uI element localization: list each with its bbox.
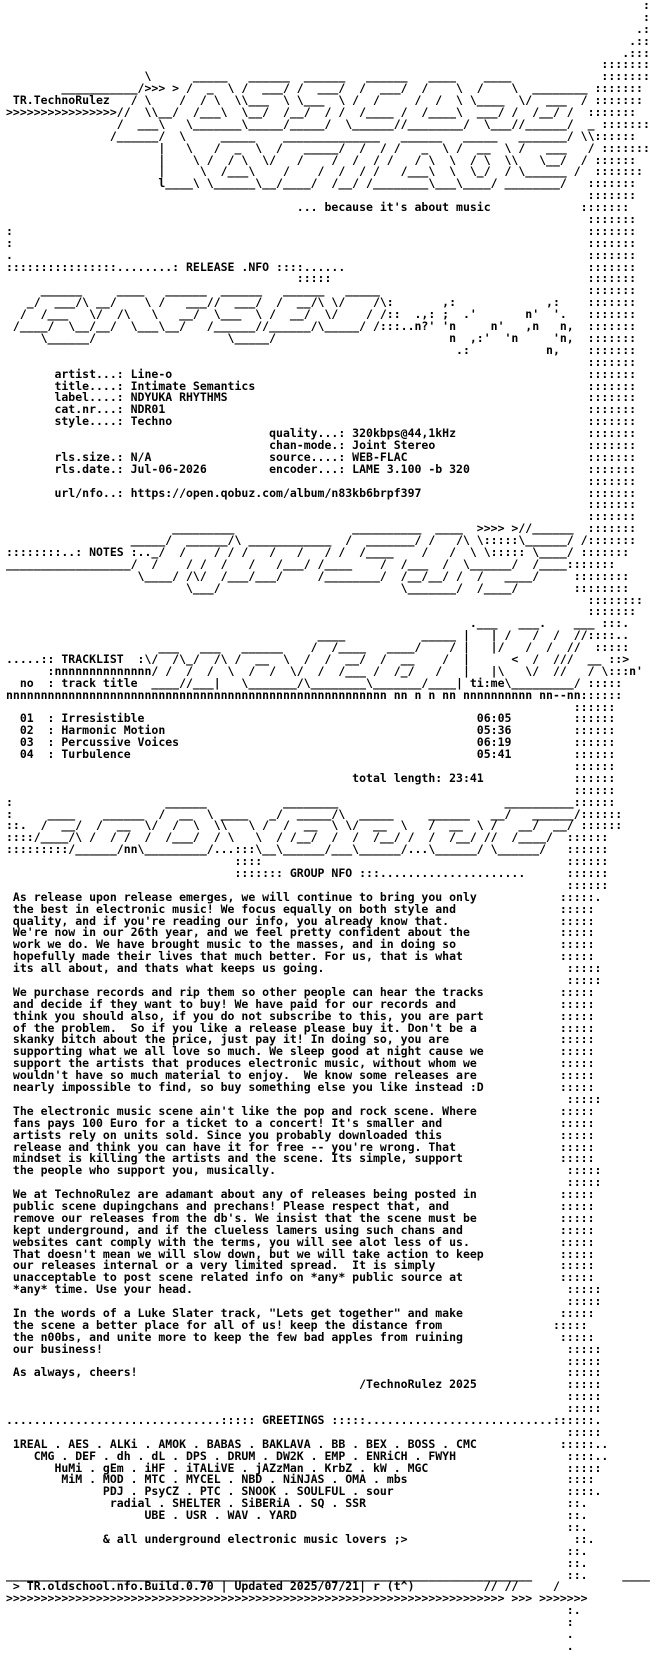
nfo-line: nearly impossible to find, so buy something else you like instead :D :::::: [6, 1080, 595, 1095]
nfo-line: :: [6, 1615, 574, 1630]
nfo-line: release and think you can have it for free -- you're wrong. That :::::: [6, 1139, 595, 1154]
nfo-line: :: [6, 0, 650, 12]
nfo-line: >>>>>>>>>>>>>>>>>>>>>>>>>>>>>>>>>>>>>>>>>>>>>>>>>>>>>>>>>>>>>>>>>>>>>>>> >>> >>>>>>>: [6, 1591, 588, 1606]
nfo-line: :::::: [6, 1389, 602, 1404]
nfo-line: our releases internal or a very limited spread. It is simply :::::: [6, 1258, 595, 1273]
nfo-line: : ______ ________ __________::::::: [6, 794, 616, 809]
nfo-line: .....:: TRACKLIST :\/ /\_/ /\ / __ \ / / __/ / __ / | < / /// __ ::>: [6, 651, 630, 666]
nfo-line: The electronic music scene ain't like the pop and rock scene. Where :::::: [6, 1103, 595, 1118]
nfo-line: HuMi . gEm . iHF . iTALiVE . jAZzMan . KrbZ . kW . MGC :::::: [6, 1460, 602, 1475]
nfo-line: :::::::: [6, 509, 637, 524]
nfo-line: the best in electronic music! We focus equally on both style and :::::: [6, 901, 595, 916]
nfo-line: /____/ \__/__/ \___\__/ /______//______/\_____/ /:::..n?' 'n n' ,n n, :::::::: [6, 319, 637, 334]
nfo-line: .: n, :::::::: [6, 342, 637, 357]
nfo-line: As always, cheers! :::::: [6, 1365, 602, 1380]
nfo-line: \___/ \_______/ /____/ ::::::::: [6, 580, 630, 595]
nfo-line: That doesn't mean we will slow down, but we will take action to keep :::::: [6, 1246, 595, 1261]
nfo-line: url/nfo..: https://open.qobuz.com/album/n83kb6brpf397 :::::::: [6, 485, 637, 500]
nfo-line: /TechnoRulez 2025 :::::: [6, 1377, 602, 1392]
nfo-line: :::::: [6, 1091, 602, 1106]
nfo-line: radial . SHELTER . SiBERiA . SQ . SSR ::.: [6, 1496, 588, 1511]
nfo-line: the n00bs, and unite more to keep the few bad apples from ruining :::::: [6, 1329, 595, 1344]
nfo-line: __________________/ / / / / / /___/ /____ / /___ / \______/ /____:::::::: [6, 556, 616, 571]
nfo-line: work we do. We have brought music to the masses, and in doing so :::::: [6, 937, 595, 952]
nfo-line: :::::: [6, 1424, 602, 1439]
nfo-line: :::::: [6, 1353, 602, 1368]
nfo-line: . :::::::: [6, 247, 637, 262]
nfo-line: 01 : Irresistible 06:05 ::::::: [6, 711, 616, 726]
nfo-line: _/ ___/\ __/ \ / ___// ___/ / __/\ \/ /\: ,: ,: :::::::: [6, 295, 637, 310]
nfo-line: style....: Techno :::::::: [6, 414, 637, 429]
nfo-line: _____/ ______/\ ____________ / _______/ / /\ \:::::\______/ /:::::::: [6, 533, 637, 548]
nfo-line: ___________/>>> > / _ \ / ___/ / ___/ / ___/ / \ / \ ________ :::::::: [6, 81, 643, 96]
nfo-line: : :::::::: [6, 235, 637, 250]
nfo-line: quality...: 320kbps@44,1kHz :::::::: [6, 426, 637, 441]
nfo-line: :::::::::/______/nn\_________/...:::\__\______/___\______/...\______/ \______/ ::::::: [6, 842, 609, 857]
nfo-line: cat.nr...: NDR01 :::::::: [6, 402, 637, 417]
nfo-line: rls.date.: Jul-06-2026 encoder...: LAME 3.100 -b 320 :::::::: [6, 461, 637, 476]
nfo-line: chan-mode.: Joint Stereo :::::::: [6, 437, 637, 452]
nfo-line: & all underground electronic music lovers ;> ::.: [6, 1531, 595, 1546]
nfo-line: | \ / _ \ / _____/ / / / _ \ / __ \ / ___ / :::::::: [6, 140, 650, 155]
nfo-line: ...............................::::: GREETINGS :::::...........................::::::.: [6, 1412, 602, 1427]
nfo-line: rls.size.: N/A source....: WEB-FLAC :::::::: [6, 449, 637, 464]
nfo-line: ::::::: [6, 699, 616, 714]
nfo-line: ::::::: [6, 877, 609, 892]
nfo-line: :::::::: [6, 473, 637, 488]
nfo-line: :::::::: [6, 57, 650, 72]
nfo-line: skanky bitch about the price, just pay it! In doing so, you are :::::: [6, 1032, 595, 1047]
nfo-line: : :::::::: [6, 223, 637, 238]
nfo-line: :: [6, 9, 650, 24]
nfo-line: :::: ::::::: [6, 854, 609, 869]
nfo-line: :::::::: [6, 604, 637, 619]
nfo-line: ::.: [6, 1543, 588, 1558]
nfo-line: / /___ \/ /\ \ __/ \___ \ / __/ \/ / /:: .,: ; .' n' '. :::::::: [6, 307, 637, 322]
nfo-line: :::::::: [6, 497, 637, 512]
nfo-line: MiM . MOD . MTC . MYCEL . NBD . NiNJAS . OMA . mbs ::::: [6, 1472, 595, 1487]
nfo-line: quality, and if you're reading our info, you already know that. :::::: [6, 913, 595, 928]
nfo-line: hopefully made their lives that much better. For us, that is what :::::: [6, 949, 595, 964]
nfo-line: no : track title ____//___| \_______/\________\_______/____| ti:me\_________/ :::::: [6, 675, 623, 690]
nfo-line: artists rely on units sold. Since you probably downloaded this :::::: [6, 1127, 595, 1142]
nfo-line: :.: [6, 1603, 581, 1618]
nfo-line: kept underground, and if the clueless lamers using such chans and :::::: [6, 1222, 595, 1237]
nfo-line: ::.: [6, 1520, 588, 1534]
nfo-line: ::::::::::::::::........: RELEASE .NFO ::::...... :::::::: [6, 259, 637, 274]
nfo-line: \____/ /\/ /___/___/ /________/ /__/__/ / / ____/ ::::::::: [6, 568, 630, 583]
nfo-line: public scene dupingchans and prechans! Please respect that, and :::::: [6, 1198, 595, 1213]
nfo-line: .___ ___. ___ :::.: [6, 616, 630, 631]
nfo-line: our business! :::::: [6, 1341, 602, 1356]
nfo-line: and decide if they want to buy! We have paid for our records and :::::: [6, 996, 595, 1011]
nfo-line: | \ /___\ / / / / / /___\ \ \_/ / \______ / :::::::: [6, 164, 643, 179]
nfo-line: / ___\ \_______\_____/_____/ \______//________/ \___//______/ _ :::::::: [6, 116, 650, 131]
nfo-line: :::::: [6, 1294, 602, 1309]
nfo-line: .::: [6, 33, 650, 48]
nfo-line: ::::: :::::::: [6, 271, 637, 286]
nfo-line: .:::: [6, 45, 650, 60]
nfo-line: :::::::: [6, 354, 637, 369]
nfo-line: | \ / / \ \/ / / / / / / \ \ / \ \\ \__/ / ::::::: [6, 152, 637, 167]
nfo-line: :nnnnnnnnnnnnnn/ / / / \ / / \/ / /___ / /_/ / | |\ \/ // / \:::n': [6, 663, 643, 678]
nfo-line: label....: NDYUKA RHYTHMS :::::::: [6, 390, 637, 405]
nfo-line: ::::::: GROUP NFO :::..................... ::::::: [6, 866, 609, 881]
nfo-line: ____ _____ | | / / / //::::..: [6, 628, 630, 643]
nfo-line: 04 : Turbulence 05:41 ::::::: [6, 747, 616, 762]
nfo-line: total length: 23:41 ::::::: [6, 770, 616, 785]
nfo-line: mindset is killing the artists and the scene. Its simple, support :::::: [6, 1151, 595, 1166]
nfo-line: UBE . USR . WAV . YARD ::.: [6, 1508, 588, 1523]
nfo-line: >>>>>>>>>>>>>>>>// \\__/ /___\ \__/ /__/ / / /____ / /____\ ___/ / /__/ / :::::::: [6, 105, 637, 120]
nfo-line: \ _____ ______ ______ ______ ____ ____ :::::::: [6, 69, 650, 84]
nfo-line: We at TechnoRulez are adamant about any of releases being posted in :::::: [6, 1187, 595, 1202]
nfo-line: the people who support you, musically. :::::: [6, 1163, 602, 1178]
nfo-line: 1REAL . AES . ALKi . AMOK . BABAS . BAKLAVA . BB . BEX . BOSS . CMC :::::..: [6, 1436, 609, 1451]
nfo-line: As release upon release emerges, we will continue to bring you only :::::.: [6, 889, 602, 904]
nfo-line: TR.TechnoRulez / \ / / \ \\___ \ \___ \ / / / / \ \____ \/ ___ / :::::::: [6, 93, 643, 108]
nfo-line: fans pays 100 Euro for a ticket to a concert! It's smaller and :::::: [6, 1115, 595, 1130]
nfo-line: wouldn't have so much material to enjoy. We know some releases are :::::: [6, 1068, 595, 1083]
nfo-line: ____________________________________________________________________________ ::. ____: [6, 1567, 650, 1582]
nfo-line: /______/ \ _____ ______________ ______ _____ _______/ \\::::::: [6, 128, 637, 143]
nfo-line: ::. / __/ / __ \/ / \ \\ \ / / __ \ \/ __ \ / __ \ / __/ __/ ::::::: [6, 818, 623, 833]
nfo-line: ::::::: [6, 759, 616, 773]
nfo-line: 02 : Harmonic Motion 05:36 ::::::: [6, 723, 616, 738]
nfo-line: ::::::::..: NOTES :.._/ / / / / / / / / /____ / / \ \::::: \____/ :::::::: [6, 544, 630, 559]
nfo-line: its all about, and thats what keeps us going. :::::: [6, 961, 602, 976]
nfo-line: .:: [6, 21, 650, 36]
nfo-line: In the words of a Luke Slater track, "Lets get together" and make :::::: [6, 1305, 595, 1320]
nfo-line: the scene a better place for all of us! keep the distance from :::::: [6, 1317, 588, 1332]
nfo-line: :::::::: [6, 212, 637, 227]
nfo-line: unacceptable to post scene related info on *any* public source at :::::: [6, 1270, 595, 1285]
nfo-line: websites cant comply with the terms, you will see alot less of us. :::::: [6, 1234, 595, 1249]
nfo-line: .: [6, 1638, 574, 1653]
nfo-line: *any* time. Use your head. :::::: [6, 1282, 602, 1297]
nfo-line: ::::::::: [6, 592, 643, 607]
nfo-line: :::::: [6, 1175, 602, 1190]
nfo-line: ___ ___ ______ / /____ ____/ / | |/ / / // :::::: [6, 640, 630, 655]
nfo-line: We're now in our 26th year, and we feel pretty confident about the :::::: [6, 925, 595, 940]
nfo-line: PDJ . PsyCZ . PTC . SNOOK . SOULFUL . sour ::::.: [6, 1484, 602, 1499]
nfo-line: :::::::: [6, 188, 637, 203]
nfo-line: title....: Intimate Semantics :::::::: [6, 378, 637, 393]
nfo-line: We purchase records and rip them so other people can hear the tracks :::::: [6, 984, 595, 999]
nfo-line: ::::/____/\ / / / / /___/ / \ \ / /__/ / / /__/ / / /__/ // /____/ ::::::: [6, 830, 609, 845]
nfo-line: _________ __________ ____ >>>> >//______ :::::::: [6, 521, 637, 536]
nfo-line: ::.: [6, 1555, 588, 1570]
nfo-line: :::::: [6, 973, 602, 988]
nfo-line: 03 : Percussive Voices 06:19 ::::::: [6, 735, 616, 750]
nfo-line: .: [6, 1627, 574, 1642]
nfo-line: > TR.oldschool.nfo.Build.0.70 | Updated 2025/07/21| r (t^) // // /: [6, 1579, 560, 1594]
nfo-line: ... because it's about music :::::::: [6, 200, 630, 215]
nfo-line: nnnnnnnnnnnnnnnnnnnnnnnnnnnnnnnnnnnnnnnnnnnnnnnnnnnnnnn nn n n nn nnnnnnnnnn nn--nn::::::: [6, 687, 623, 702]
nfo-line: l____\ \______\__/____/ /__/ /________\___\____/ ________/ :::::::: [6, 176, 637, 191]
nfo-line: think you should also, if you do not subscribe to this, you are part :::::: [6, 1008, 595, 1023]
nfo-line: supporting what we all love so much. We sleep good at night cause we :::::: [6, 1044, 595, 1059]
nfo-line: :::::: [6, 1401, 602, 1416]
nfo-line: ______ ____ ______ ______ ______ _____ :::::::: [6, 283, 637, 298]
nfo-line: ::::::: [6, 782, 616, 797]
nfo-line: : ____ ______ / __ \ ____ _/ _____/\ _____ ______ __/ ______/::::::: [6, 806, 623, 821]
nfo-line: remove our releases from the db's. We insist that the scene must be :::::: [6, 1210, 595, 1225]
nfo-line: artist...: Line-o :::::::: [6, 366, 637, 381]
nfo-line: support the artists that produces electronic music, without whom we :::::: [6, 1056, 595, 1071]
nfo-line: CMG . DEF . dh . dL . DPS . DRUM . DW2K . EMP . ENRiCH . FWYH ::::..: [6, 1448, 609, 1463]
nfo-line: of the problem. So if you like a release please buy it. Don't be a :::::: [6, 1020, 595, 1035]
nfo-line: \______/ \_____/ n ,:' 'n 'n, :::::::: [6, 330, 637, 345]
